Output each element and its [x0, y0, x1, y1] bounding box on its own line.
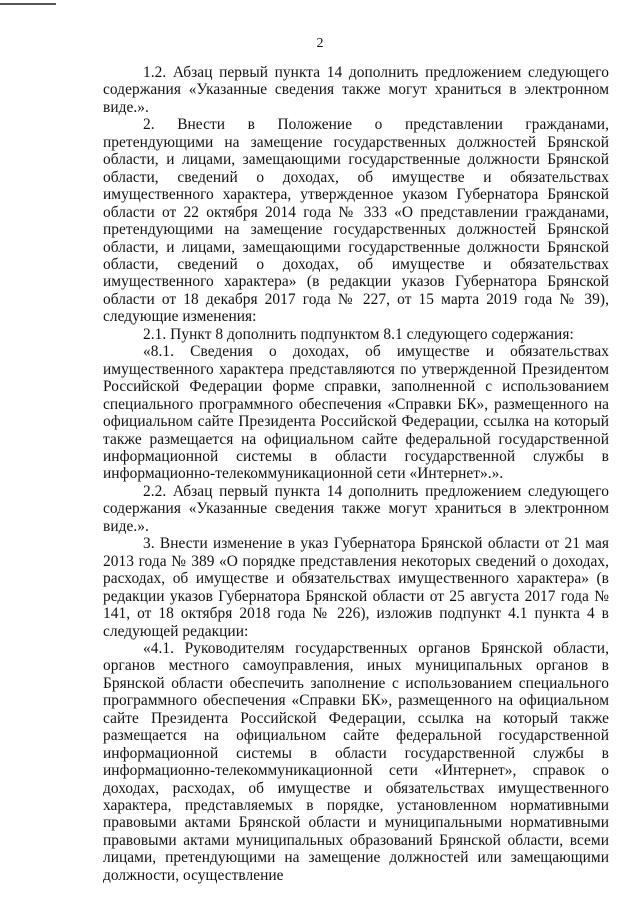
paragraph-1-2: 1.2. Абзац первый пункта 14 дополнить предложением следующего содержания «Указанные сведения также могут храниться в электронном виде.». — [103, 64, 609, 116]
paragraph-4-1-quote: «4.1. Руководителям государственных органов Брянской области, органов местного самоуправления, иных муниципальных органов в Брянской области обеспечить заполнение с использованием специального программного обеспечения «Справки БК», размещенного на официальном сайте Президента Российской Федерации, ссылка на который также размещается на официальном сайте федеральной государственной информационной системы в области государственной службы в информационно-телекоммуникационной сети «Интернет», справок о доходах, расходах, об имуществе и обязательствах имущественного характера, представляемых в порядке, установленном нормативными правовыми актами Брянской области и муниципальными нормативными правовыми актами муниципальных образований Брянской области, всеми лицами, претендующими на замещение должностей или замещающими должности, осуществление — [103, 639, 609, 884]
page-number: 2 — [316, 36, 324, 51]
paragraph-8-1-quote: «8.1. Сведения о доходах, об имуществе и обязательствах имущественного характера представляются по утвержденной Президентом Российской Федерации форме справки, заполненной с использованием специального программного обеспечения «Справки БК», размещенного на официальном сайте Президента Российской Федерации, ссылка на который также размещается на официальном сайте федеральной государственной информационной системы в области государственной службы в информационно-телекоммуникационной сети «Интернет».». — [103, 343, 609, 483]
document-body — [103, 64, 609, 884]
paragraph-2: 2. Внести в Положение о представлении гражданами, претендующими на замещение государственных должностей Брянской области, и лицами, замещающими государственные должности Брянской области, сведений о доходах, об имуществе и обязательствах имущественного характера, утвержденное указом Губернатора Брянской области от 22 октября 2014 года № 333 «О представлении гражданами, претендующими на замещение государственных должностей Брянской области, и лицами, замещающими государственные должности Брянской области, сведений о доходах, об имуществе и обязательствах имущественного характера» (в редакции указов Губернатора Брянской области от 18 декабря 2017 года № 227, от 15 марта 2019 года № 39), следующие изменения: — [103, 116, 609, 326]
paragraph-2-1: 2.1. Пункт 8 дополнить подпунктом 8.1 следующего содержания: — [143, 325, 574, 343]
paragraph-3: 3. Внести изменение в указ Губернатора Брянской области от 21 мая 2013 года № 389 «О порядке представления некоторых сведений о доходах, расходах, об имуществе и обязательствах имущественного характера» (в редакции указов Губернатора Брянской области от 25 августа 2017 года № 141, от 18 октября 2018 года № 226), изложив подпункт 4.1 пункта 4 в следующей редакции: — [103, 535, 609, 640]
header-rule — [0, 3, 56, 5]
paragraph-2-2: 2.2. Абзац первый пункта 14 дополнить предложением следующего содержания «Указанные сведения также могут храниться в электронном виде.». — [103, 482, 609, 535]
